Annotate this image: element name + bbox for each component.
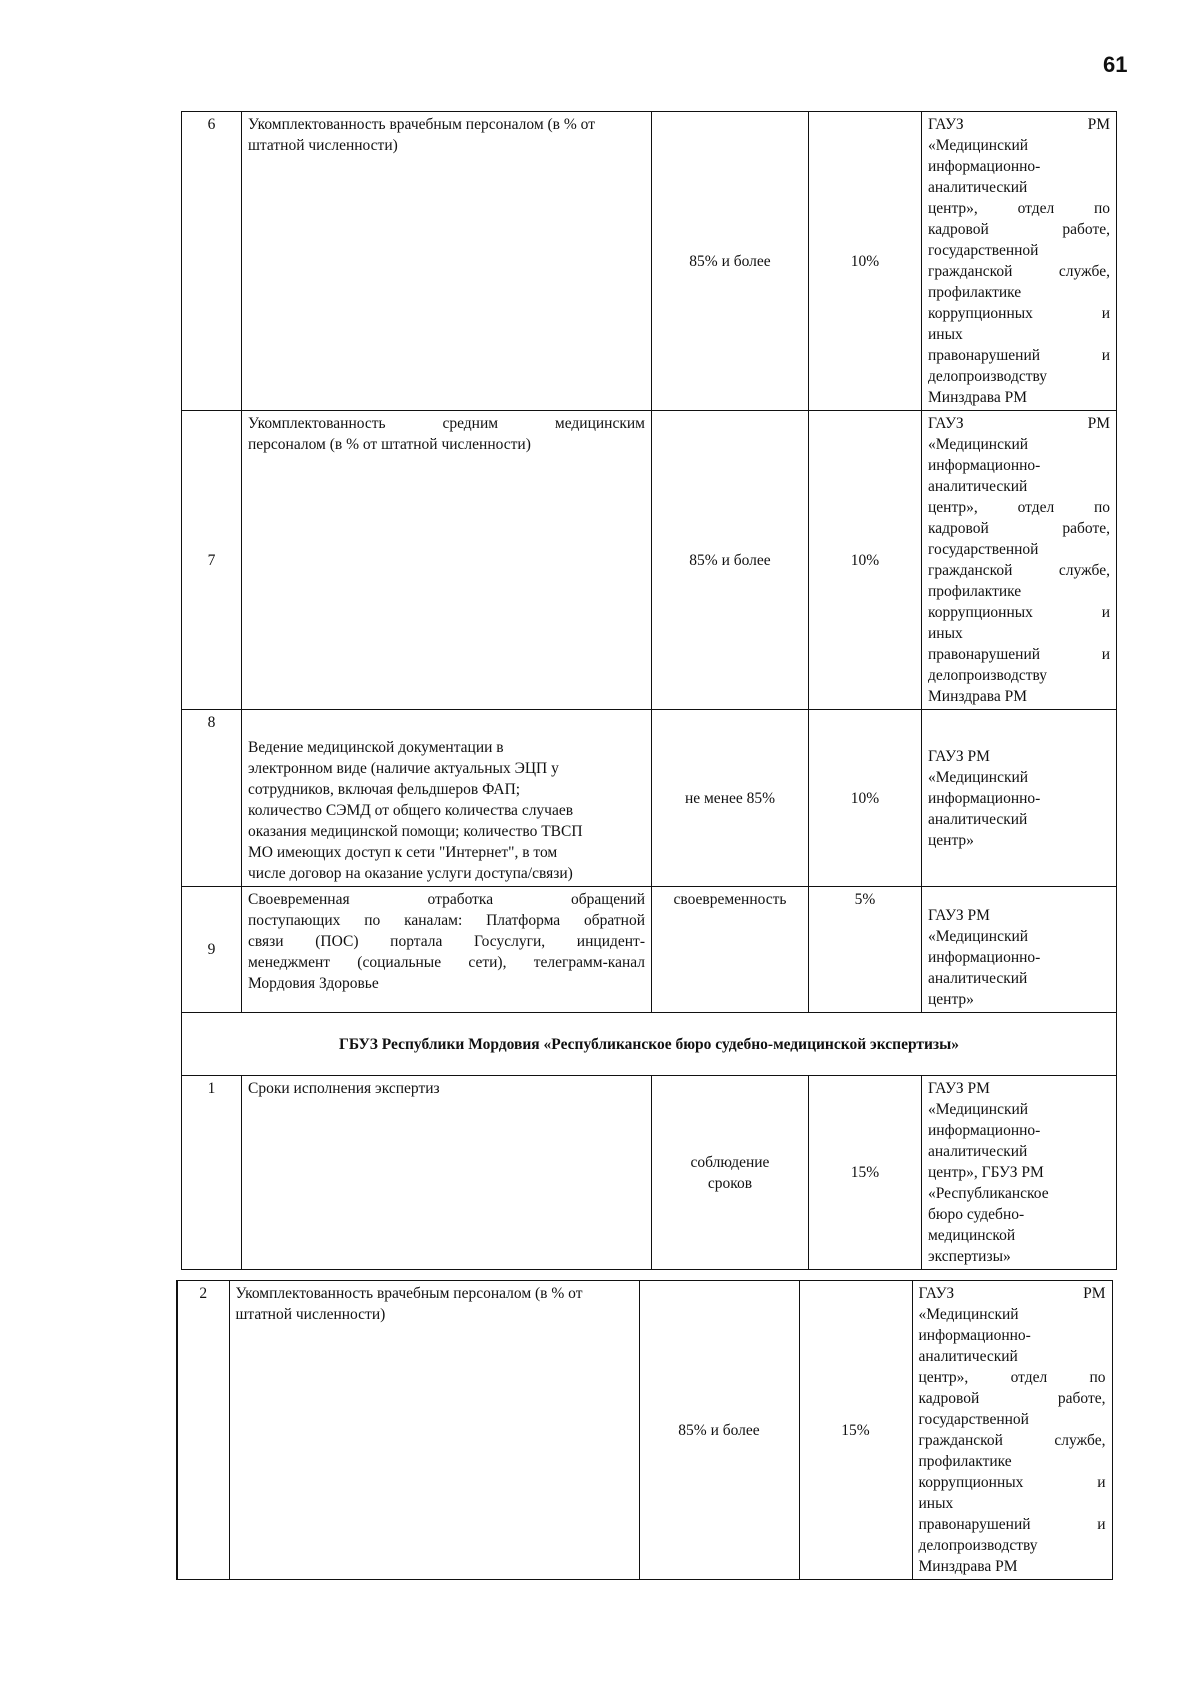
indicator-description: Укомплектованность средним медицинским персоналом (в % от штатной численности) [242,411,652,710]
page-number: 61 [1103,52,1128,77]
indicator-description: Своевременная отработка обращений поступающих по каналам: Платформа обратной связи (ПОС) портала Госуслуги, инцидент- менеджмент (социальные сети), телеграмм-канал Мордовия Здоровье [242,887,652,1013]
target-value: своевременность [652,887,809,1013]
target-value: 85% и более [652,112,809,411]
indicators-table-top [181,111,1117,1270]
row-number: 8 [182,710,242,887]
target-value: не менее 85% [652,710,809,887]
section-title: ГБУЗ Республики Мордовия «Республиканское бюро судебно-медицинской экспертизы» [182,1013,1117,1076]
indicator-description: Укомплектованность врачебным персоналом (в % от штатной численности) [229,1281,639,1580]
weight-value: 5% [809,887,922,1013]
target-value: 85% и более [639,1281,799,1580]
responsible-org: ГАУЗ РМ «Медицинский информационно- аналитический центр» [922,887,1117,1013]
weight-value: 15% [809,1076,922,1270]
weight-value: 10% [809,112,922,411]
target-value: соблюдение сроков [652,1076,809,1270]
responsible-org: ГАУЗ РМ «Медицинский информационно- аналитический центр» [922,710,1117,887]
indicator-description: Ведение медицинской документации в электронном виде (наличие актуальных ЭЦП у сотрудников, включая фельдшеров ФАП; количество СЭМД от общего количества случаев оказания медицинской помощи; количество ТВСП МО имеющих доступ к сети "Интернет", в том числе договор на оказание услуги доступа/связи) [242,710,652,887]
row-number: 2 [177,1281,229,1580]
responsible-org: ГАУЗ РМ «Медицинский информационно- аналитический центр», отдел по кадровой работе, государственной гражданской службе, профилактике коррупционных и иных правонарушений и делопроизводству Минздрава РМ [912,1281,1112,1580]
indicator-description: Укомплектованность врачебным персоналом (в % от штатной численности) [242,112,652,411]
table-row [182,112,1117,411]
responsible-org: ГАУЗ РМ «Медицинский информационно- аналитический центр», отдел по кадровой работе, государственной гражданской службе, профилактике коррупционных и иных правонарушений и делопроизводству Минздрава РМ [922,112,1117,411]
weight-value: 10% [809,710,922,887]
responsible-org: ГАУЗ РМ «Медицинский информационно- аналитический центр», ГБУЗ РМ «Республиканское бюро судебно- медицинской экспертизы» [922,1076,1117,1270]
target-value: 85% и более [652,411,809,710]
row-number: 7 [182,411,242,710]
weight-value: 10% [809,411,922,710]
table-row [182,411,1117,710]
weight-value: 15% [799,1281,912,1580]
section-header-row [182,1013,1117,1076]
table-row [182,887,1117,1013]
table-row [182,710,1117,887]
row-number: 6 [182,112,242,411]
responsible-org: ГАУЗ РМ «Медицинский информационно- аналитический центр», отдел по кадровой работе, государственной гражданской службе, профилактике коррупционных и иных правонарушений и делопроизводству Минздрава РМ [922,411,1117,710]
indicator-description: Сроки исполнения экспертиз [242,1076,652,1270]
row-number: 9 [182,887,242,1013]
table-row [182,1076,1117,1270]
indicators-table-bottom [176,1280,1113,1580]
table-row [177,1281,1112,1580]
row-number: 1 [182,1076,242,1270]
